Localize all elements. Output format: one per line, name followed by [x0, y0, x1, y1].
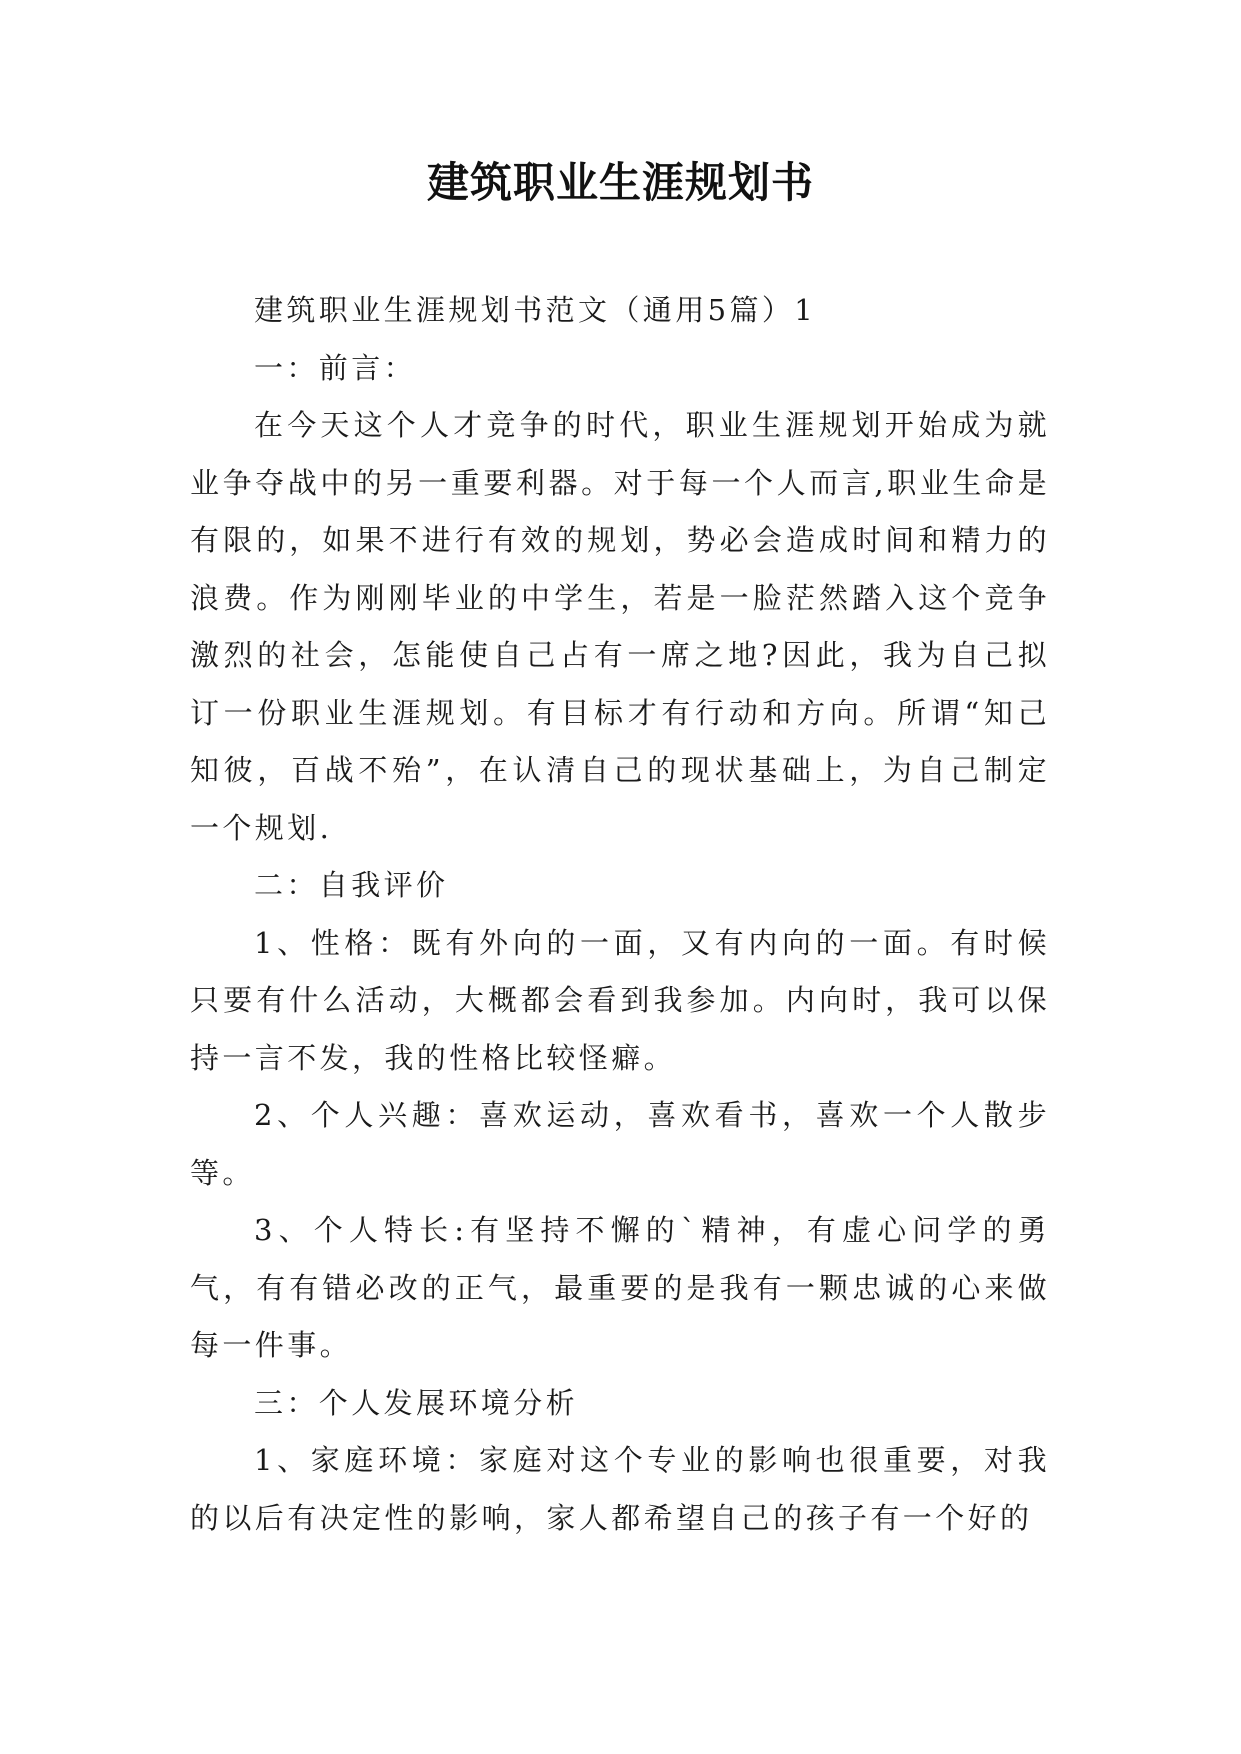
paragraph-personality: 1、性格：既有外向的一面，又有内向的一面。有时候只要有什么活动，大概都会看到我参加。内向时，我可以保持一言不发，我的性格比较怪癖。: [190, 925, 1050, 1075]
paragraph-interests: 2、个人兴趣：喜欢运动，喜欢看书，喜欢一个人散步等。: [190, 1098, 1050, 1190]
paragraph-preface: 在今天这个人才竞争的时代，职业生涯规划开始成为就业争夺战中的另一重要利器。对于每一个人而言,职业生命是有限的，如果不进行有效的规划，势必会造成时间和精力的浪费。作为刚刚毕业的中学生，若是一脸茫然踏入这个竞争激烈的社会，怎能使自己占有一席之地?因此，我为自己拟订一份职业生涯规划。有目标才有行动和方向。所谓“知己知彼，百战不殆”，在认清自己的现状基础上，为自己制定一个规划.: [190, 408, 1050, 845]
heading-environment-analysis: 三：个人发展环境分析: [254, 1385, 579, 1420]
heading-preface: 一：前言：: [254, 350, 417, 385]
document-title: 建筑职业生涯规划书: [426, 158, 814, 207]
heading-self-evaluation: 二：自我评价: [254, 868, 449, 902]
paragraph-family-environment: 1、家庭环境：家庭对这个专业的影响也很重要，对我的以后有决定性的影响，家人都希望自己的孩子有一个好的: [190, 1443, 1050, 1535]
paragraph-subtitle: 建筑职业生涯规划书范文（通用5篇）1: [254, 293, 817, 327]
paragraph-strengths: 3、个人特长:有坚持不懈的`精神，有虚心问学的勇气，有有错必改的正气，最重要的是我有一颗忠诚的心来做每一件事。: [190, 1213, 1050, 1362]
document-body: [190, 282, 1050, 1547]
